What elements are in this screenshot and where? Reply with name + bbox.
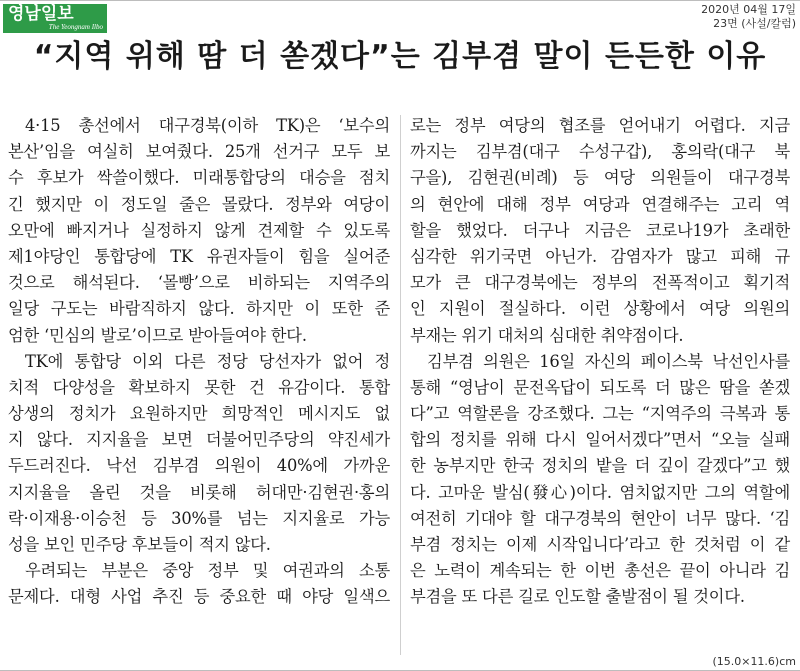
text-line: 제1야당인 통합당에 TK 유권자들이 힘을 실어준 [8,246,390,266]
page-section: 23면 (사설/칼럼) [713,17,796,30]
text-line: 구을), 김현권(비례) 등 여당 의원들이 대구경북 [410,168,790,188]
text-line: 지지율을 올린 것을 비롯해 허대만·김현권·홍의 [8,482,390,502]
text-line: 일당 구도는 바람직하지 않다. 하지만 이 또한 준 [8,299,390,319]
article-column-left [8,113,390,611]
logo-text: 영남일보 [8,4,74,24]
text-line: 락·이재용·이승천 등 30%를 넘는 지지율로 가능 [8,508,390,528]
clipping-size-note: (15.0×11.6)cm [712,655,796,668]
text-line: 다”고 역할론을 강조했다. 그는 “지역주의 극복과 통 [410,404,790,424]
text-line: 치적 다양성을 확보하지 못한 건 유감이다. 통합 [8,377,390,397]
text-line: TK에 통합당 이외 다른 정당 당선자가 없어 정 [25,351,390,371]
publication-date: 2020년 04월 17일 [701,3,796,16]
text-line: 우려되는 부분은 중앙 정부 및 여권과의 소통 [25,561,390,581]
text-line: 여전히 기대야 할 대구경북의 현안이 너무 많다. ‘김 [410,508,790,528]
text-line: 합의 정치를 위해 다시 일어서겠다”면서 “오늘 실패 [410,430,790,450]
text-line: 상생의 정치가 요원하지만 희망적인 메시지도 없 [8,404,390,424]
text-line: 부겸 정치는 이제 시작입니다’라고 한 것처럼 이 같 [410,535,790,554]
text-line: 오만에 빠지거나 실정하지 않게 견제할 수 있도록 [8,220,390,240]
text-line: 심각한 위기국면 아닌가. 감염자가 많고 피해 규 [410,246,790,266]
text-line: 수 후보가 싹쓸이했다. 미래통합당의 대승을 점치 [8,168,390,188]
editorial-headline: “지역 위해 땀 더 쏟겠다”는 김부겸 말이 든든한 이유 [33,39,767,74]
article-column-right [410,113,790,611]
text-line: 지 않다. 지지율을 보면 더불어민주당의 약진세가 [8,430,390,450]
text-line: 까지는 김부겸(대구 수성구갑), 홍의락(대구 북 [410,142,790,162]
text-line: 한 농부지만 한국 정치의 밭을 더 깊이 갈겠다”고 했 [410,456,790,476]
text-line: 은 노력이 계속되는 한 이번 총선은 끝이 아니라 김 [410,561,790,581]
text-line: 부재는 위기 대처의 심대한 취약점이다. [410,325,684,345]
text-line: 할을 했었다. 더구나 지금은 코로나19가 초래한 [410,220,790,240]
text-line: 김부겸 의원은 16일 자신의 페이스북 낙선인사를 [427,351,790,371]
text-line: 문제다. 대형 사업 추진 등 중요한 때 야당 일색으 [8,587,390,607]
text-line: 인 지원이 절실하다. 이런 상황에서 여당 의원의 [410,299,790,319]
text-line: 긴 했지만 이 정도일 줄은 몰랐다. 정부와 여당이 [8,194,390,214]
text-line: 로는 정부 여당의 협조를 얻어내기 어렵다. 지금 [410,116,790,135]
text-line: 통해 “영남이 문전옥답이 되도록 더 많은 땀을 쏟겠 [410,377,790,397]
text-line: 것으로 해석된다. ‘몰빵’으로 비하되는 지역주의 [8,273,390,293]
logo-subtitle: The Yeongnam Ilbo [48,23,103,31]
text-line: 부겸을 또 다른 길로 인도할 출발점이 될 것이다. [410,587,745,607]
text-line: 다. 고마운 발심(發心)이다. 염치없지만 그의 역할에 [410,482,790,502]
text-line: 4·15 총선에서 대구경북(이하 TK)은 ‘보수의 [25,116,390,135]
publication-info [701,3,796,31]
text-line: 성을 보인 민주당 후보들이 적지 않다. [8,535,271,554]
text-line: 모가 큰 대구경북에는 정부의 전폭적이고 획기적 [410,273,790,293]
text-line: 엄한 ‘민심의 발로’이므로 받아들여야 한다. [8,325,307,345]
text-line: 의 현안에 대해 정부 여당과 연결해주는 고리 역 [410,194,790,214]
newspaper-logo [3,4,107,33]
text-line: 두드러진다. 낙선 김부겸 의원이 40%에 가까운 [8,456,390,476]
column-divider [400,115,401,655]
text-line: 본산’임을 여실히 보여줬다. 25개 선거구 모두 보 [8,142,390,162]
